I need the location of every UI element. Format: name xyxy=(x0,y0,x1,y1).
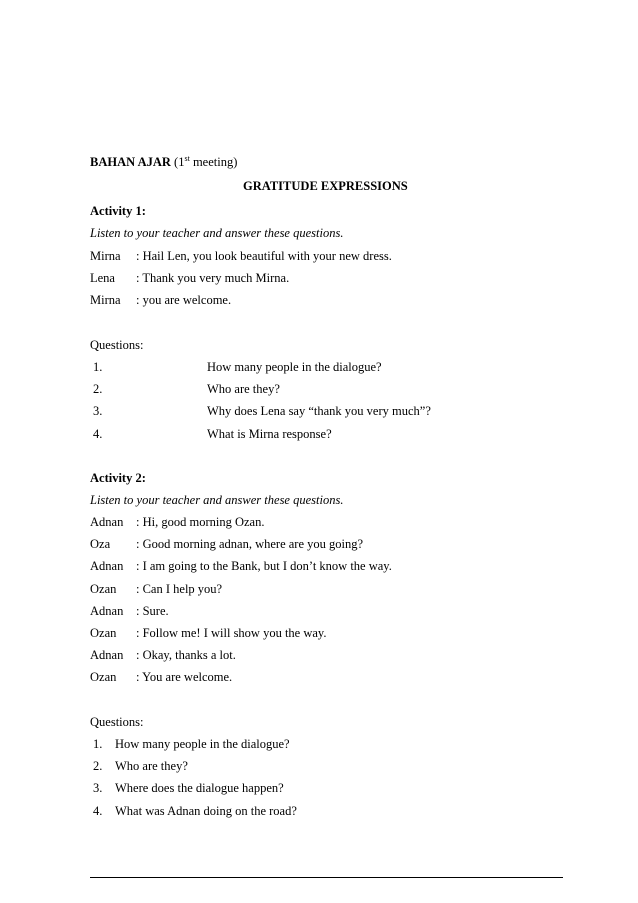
dialogue-line xyxy=(90,582,222,597)
dialogue-text: : Hi, good morning Ozan. xyxy=(136,515,265,529)
question-text: What is Mirna response? xyxy=(207,427,332,441)
question-number: 3. xyxy=(93,404,103,418)
document-header xyxy=(90,155,237,170)
dialogue-line xyxy=(90,559,392,574)
header-superscript: st xyxy=(184,154,190,163)
speaker-name: Adnan xyxy=(90,559,124,573)
dialogue-line xyxy=(90,648,236,663)
question-number: 1. xyxy=(93,360,103,374)
speaker-name: Lena xyxy=(90,271,115,285)
dialogue-text: : Can I help you? xyxy=(136,582,223,596)
activity1-title: Activity 1: xyxy=(90,204,146,218)
header-paren-open: (1 xyxy=(174,155,185,169)
question-text: How many people in the dialogue? xyxy=(115,737,290,751)
speaker-name: Adnan xyxy=(90,604,124,618)
question-number: 4. xyxy=(93,427,103,441)
dialogue-line xyxy=(90,249,392,264)
question-number: 4. xyxy=(93,804,103,818)
dialogue-text: : you are welcome. xyxy=(136,293,232,307)
header-paren-close: meeting) xyxy=(189,155,238,169)
question-text: Who are they? xyxy=(207,382,280,396)
dialogue-line xyxy=(90,670,232,685)
section-heading: GRATITUDE EXPRESSIONS xyxy=(243,179,408,193)
speaker-name: Oza xyxy=(90,537,111,551)
dialogue-text: : Follow me! I will show you the way. xyxy=(136,626,327,640)
speaker-name: Adnan xyxy=(90,515,124,529)
dialogue-text: : Sure. xyxy=(136,604,169,618)
speaker-name: Mirna xyxy=(90,249,121,263)
speaker-name: Adnan xyxy=(90,648,124,662)
speaker-name: Ozan xyxy=(90,626,117,640)
speaker-name: Ozan xyxy=(90,670,117,684)
dialogue-text: : Hail Len, you look beautiful with your new dress. xyxy=(136,249,392,263)
question-number: 1. xyxy=(93,737,103,751)
dialogue-text: : Thank you very much Mirna. xyxy=(136,271,290,285)
speaker-name: Mirna xyxy=(90,293,121,307)
header-title: BAHAN AJAR xyxy=(90,155,171,169)
question-number: 2. xyxy=(93,759,103,773)
question-text: Who are they? xyxy=(115,759,188,773)
activity1-instruction: Listen to your teacher and answer these questions. xyxy=(90,226,344,240)
dialogue-line xyxy=(90,626,327,641)
question-text: What was Adnan doing on the road? xyxy=(115,804,297,818)
dialogue-line xyxy=(90,537,363,552)
activity2-instruction: Listen to your teacher and answer these questions. xyxy=(90,493,344,507)
dialogue-text: : I am going to the Bank, but I don’t know the way. xyxy=(136,559,392,573)
question-number: 3. xyxy=(93,781,103,795)
dialogue-text: : You are welcome. xyxy=(136,670,233,684)
activity2-title: Activity 2: xyxy=(90,471,146,485)
dialogue-line xyxy=(90,271,289,286)
question-text: Why does Lena say “thank you very much”? xyxy=(207,404,431,418)
question-number: 2. xyxy=(93,382,103,396)
dialogue-line xyxy=(90,604,169,619)
activity2-questions-label: Questions: xyxy=(90,715,144,729)
dialogue-line xyxy=(90,515,264,530)
dialogue-text: : Good morning adnan, where are you going? xyxy=(136,537,364,551)
speaker-name: Ozan xyxy=(90,582,117,596)
dialogue-text: : Okay, thanks a lot. xyxy=(136,648,236,662)
question-text: Where does the dialogue happen? xyxy=(115,781,284,795)
question-text: How many people in the dialogue? xyxy=(207,360,382,374)
footer-divider xyxy=(90,877,563,878)
dialogue-line xyxy=(90,293,231,308)
activity1-questions-label: Questions: xyxy=(90,338,144,352)
